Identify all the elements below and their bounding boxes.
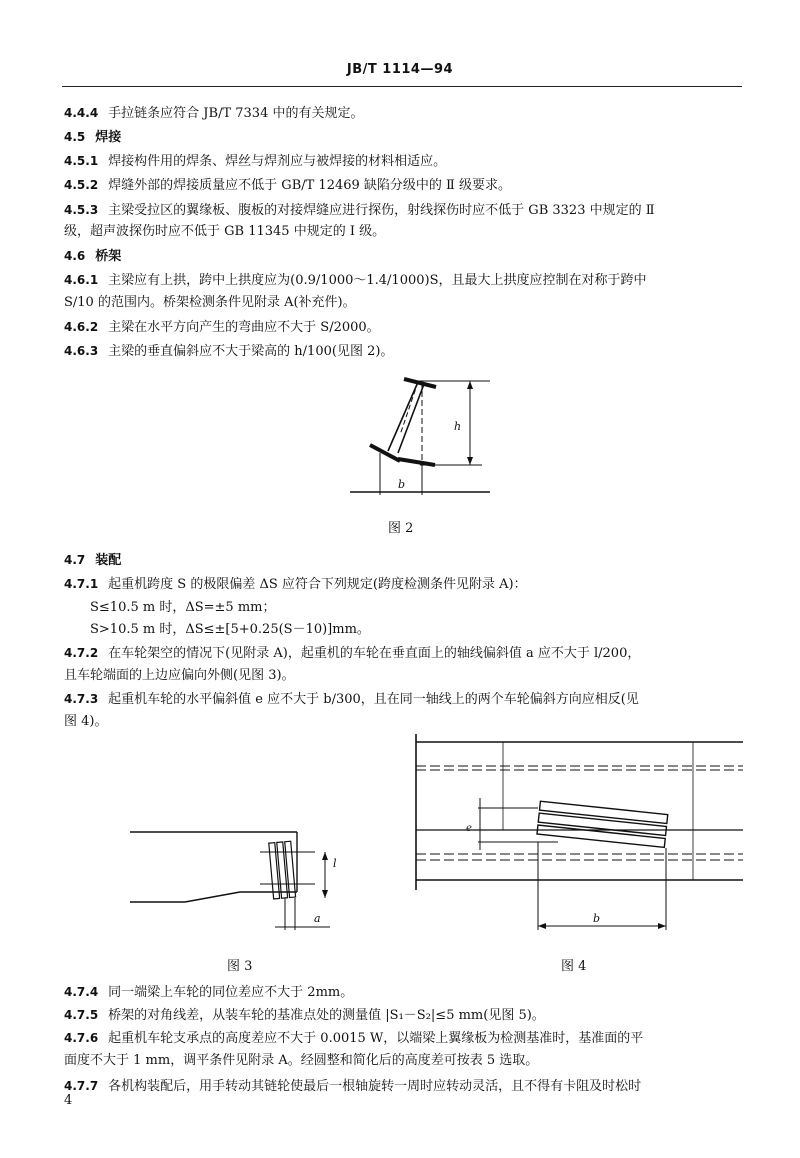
line-text: 主梁在水平方向产生的弯曲应不大于 S/2000。: [108, 320, 380, 335]
line-text: S>10.5 m 时，ΔS≤±[5+0.25(S－10)]mm。: [90, 622, 370, 637]
section-heading: 桥架: [95, 249, 122, 264]
text-line: [64, 1052, 538, 1070]
section-number: 4.5: [64, 130, 86, 144]
fig4-caption: 图 4: [561, 959, 587, 974]
text-line: [64, 223, 385, 241]
section-number: 4.7.3: [64, 692, 99, 706]
fig4-label-b: b: [593, 912, 601, 925]
fig2-caption: 图 2: [388, 521, 414, 536]
line-text: 手拉链条应符合 JB/T 7334 中的有关规定。: [108, 106, 364, 121]
fig3-caption: 图 3: [227, 959, 253, 974]
text-line: [64, 152, 446, 171]
text-line: [64, 644, 640, 663]
line-text: 级，超声波探伤时应不低于 GB 11345 中规定的 Ⅰ 级。: [64, 224, 386, 239]
fig2-label-h: h: [454, 420, 462, 433]
text-line: [64, 713, 107, 731]
line-text: 图 4)。: [64, 714, 108, 729]
text-line: [64, 318, 380, 337]
section-number: 4.7.2: [64, 646, 99, 660]
line-text: 同一端梁上车轮的同位差应不大于 2mm。: [108, 985, 354, 1000]
text-line: [64, 1029, 643, 1048]
text-line: [64, 551, 121, 570]
line-text: 起重机跨度 S 的极限偏差 ΔS 应符合下列规定(跨度检测条件见附录 A)：: [108, 577, 527, 592]
text-line: [64, 667, 295, 685]
text-line: [64, 271, 647, 290]
line-text: 起重机车轮的水平偏斜值 e 应不大于 b/300，且在同一轴线上的两个车轮偏斜方向应相反(见: [108, 692, 639, 707]
line-text: 在车轮架空的情况下(见附录 A)，起重机的车轮在垂直面上的轴线偏斜值 a 应不大于 l/200，: [108, 646, 641, 661]
figure-3: [125, 828, 340, 933]
line-text: 主梁应有上拱，跨中上拱度应为(0.9/1000～1.4/1000)S，且最大上拱度应控制在对称于跨中: [108, 273, 647, 288]
text-line: [64, 1077, 641, 1096]
line-text: S/10 的范围内。桥架检测条件见附录 A(补充件)。: [64, 295, 356, 310]
text-line: [64, 575, 527, 594]
text-line: [64, 294, 356, 312]
text-line: [64, 1006, 545, 1025]
text-line: [90, 621, 370, 639]
page-number: 4: [64, 1093, 73, 1108]
section-number: 4.7: [64, 553, 86, 567]
section-number: 4.5.3: [64, 203, 99, 217]
text-line: [64, 176, 511, 195]
section-heading: 装配: [95, 553, 122, 568]
line-text: 且车轮端面的上边应偏向外侧(见图 3)。: [64, 668, 295, 683]
text-line: [64, 690, 639, 709]
text-line: [64, 247, 121, 266]
section-number: 4.6.1: [64, 273, 99, 287]
line-text: 各机构装配后，用手转动其链轮使最后一根轴旋转一周时应转动灵活，且不得有卡阻及时松时: [108, 1079, 642, 1094]
text-line: [64, 983, 353, 1002]
figure-4: [408, 730, 748, 940]
section-number: 4.6.3: [64, 344, 99, 358]
fig3-label-a: a: [314, 912, 321, 925]
fig2-label-b: b: [398, 478, 406, 491]
line-text: 焊缝外部的焊接质量应不低于 GB/T 12469 缺陷分级中的 Ⅱ 级要求。: [108, 178, 512, 193]
section-number: 4.6.2: [64, 320, 99, 334]
line-text: 面度不大于 1 mm，调平条件见附录 A。经圆整和简化后的高度差可按表 5 选取。: [64, 1053, 539, 1068]
line-text: 主梁受拉区的翼缘板、腹板的对接焊缝应进行探伤，射线探伤时应不低于 GB 3323 中规定的 Ⅱ: [108, 203, 655, 218]
text-line: [90, 599, 275, 617]
fig3-label-l: l: [333, 857, 337, 870]
section-number: 4.7.7: [64, 1079, 99, 1093]
line-text: S≤10.5 m 时，ΔS=±5 mm；: [90, 600, 276, 615]
section-heading: 焊接: [95, 130, 122, 145]
section-number: 4.4.4: [64, 106, 99, 120]
text-line: [64, 201, 655, 220]
text-line: [64, 104, 363, 123]
fig4-label-e: e: [466, 823, 472, 834]
section-number: 4.6: [64, 249, 86, 263]
section-number: 4.7.4: [64, 985, 99, 999]
line-text: 起重机车轮支承点的高度差应不大于 0.0015 W，以端梁上翼缘板为检测基准时，基准面的平: [108, 1031, 644, 1046]
line-text: 焊接构件用的焊条、焊丝与焊剂应与被焊接的材料相适应。: [108, 154, 447, 169]
figure-2: [340, 365, 500, 505]
text-line: [64, 128, 121, 147]
line-text: 主梁的垂直偏斜应不大于梁高的 h/100(见图 2)。: [108, 344, 394, 359]
header-rule: [62, 86, 742, 87]
text-line: [64, 342, 393, 361]
document-header: JB/T 1114—94: [346, 62, 454, 77]
section-number: 4.5.2: [64, 178, 99, 192]
section-number: 4.7.1: [64, 577, 99, 591]
section-number: 4.5.1: [64, 154, 99, 168]
line-text: 桥架的对角线差，从装车轮的基准点处的测量值 |S₁－S₂|≤5 mm(见图 5)。: [108, 1008, 545, 1023]
section-number: 4.7.6: [64, 1031, 99, 1045]
section-number: 4.7.5: [64, 1008, 99, 1022]
